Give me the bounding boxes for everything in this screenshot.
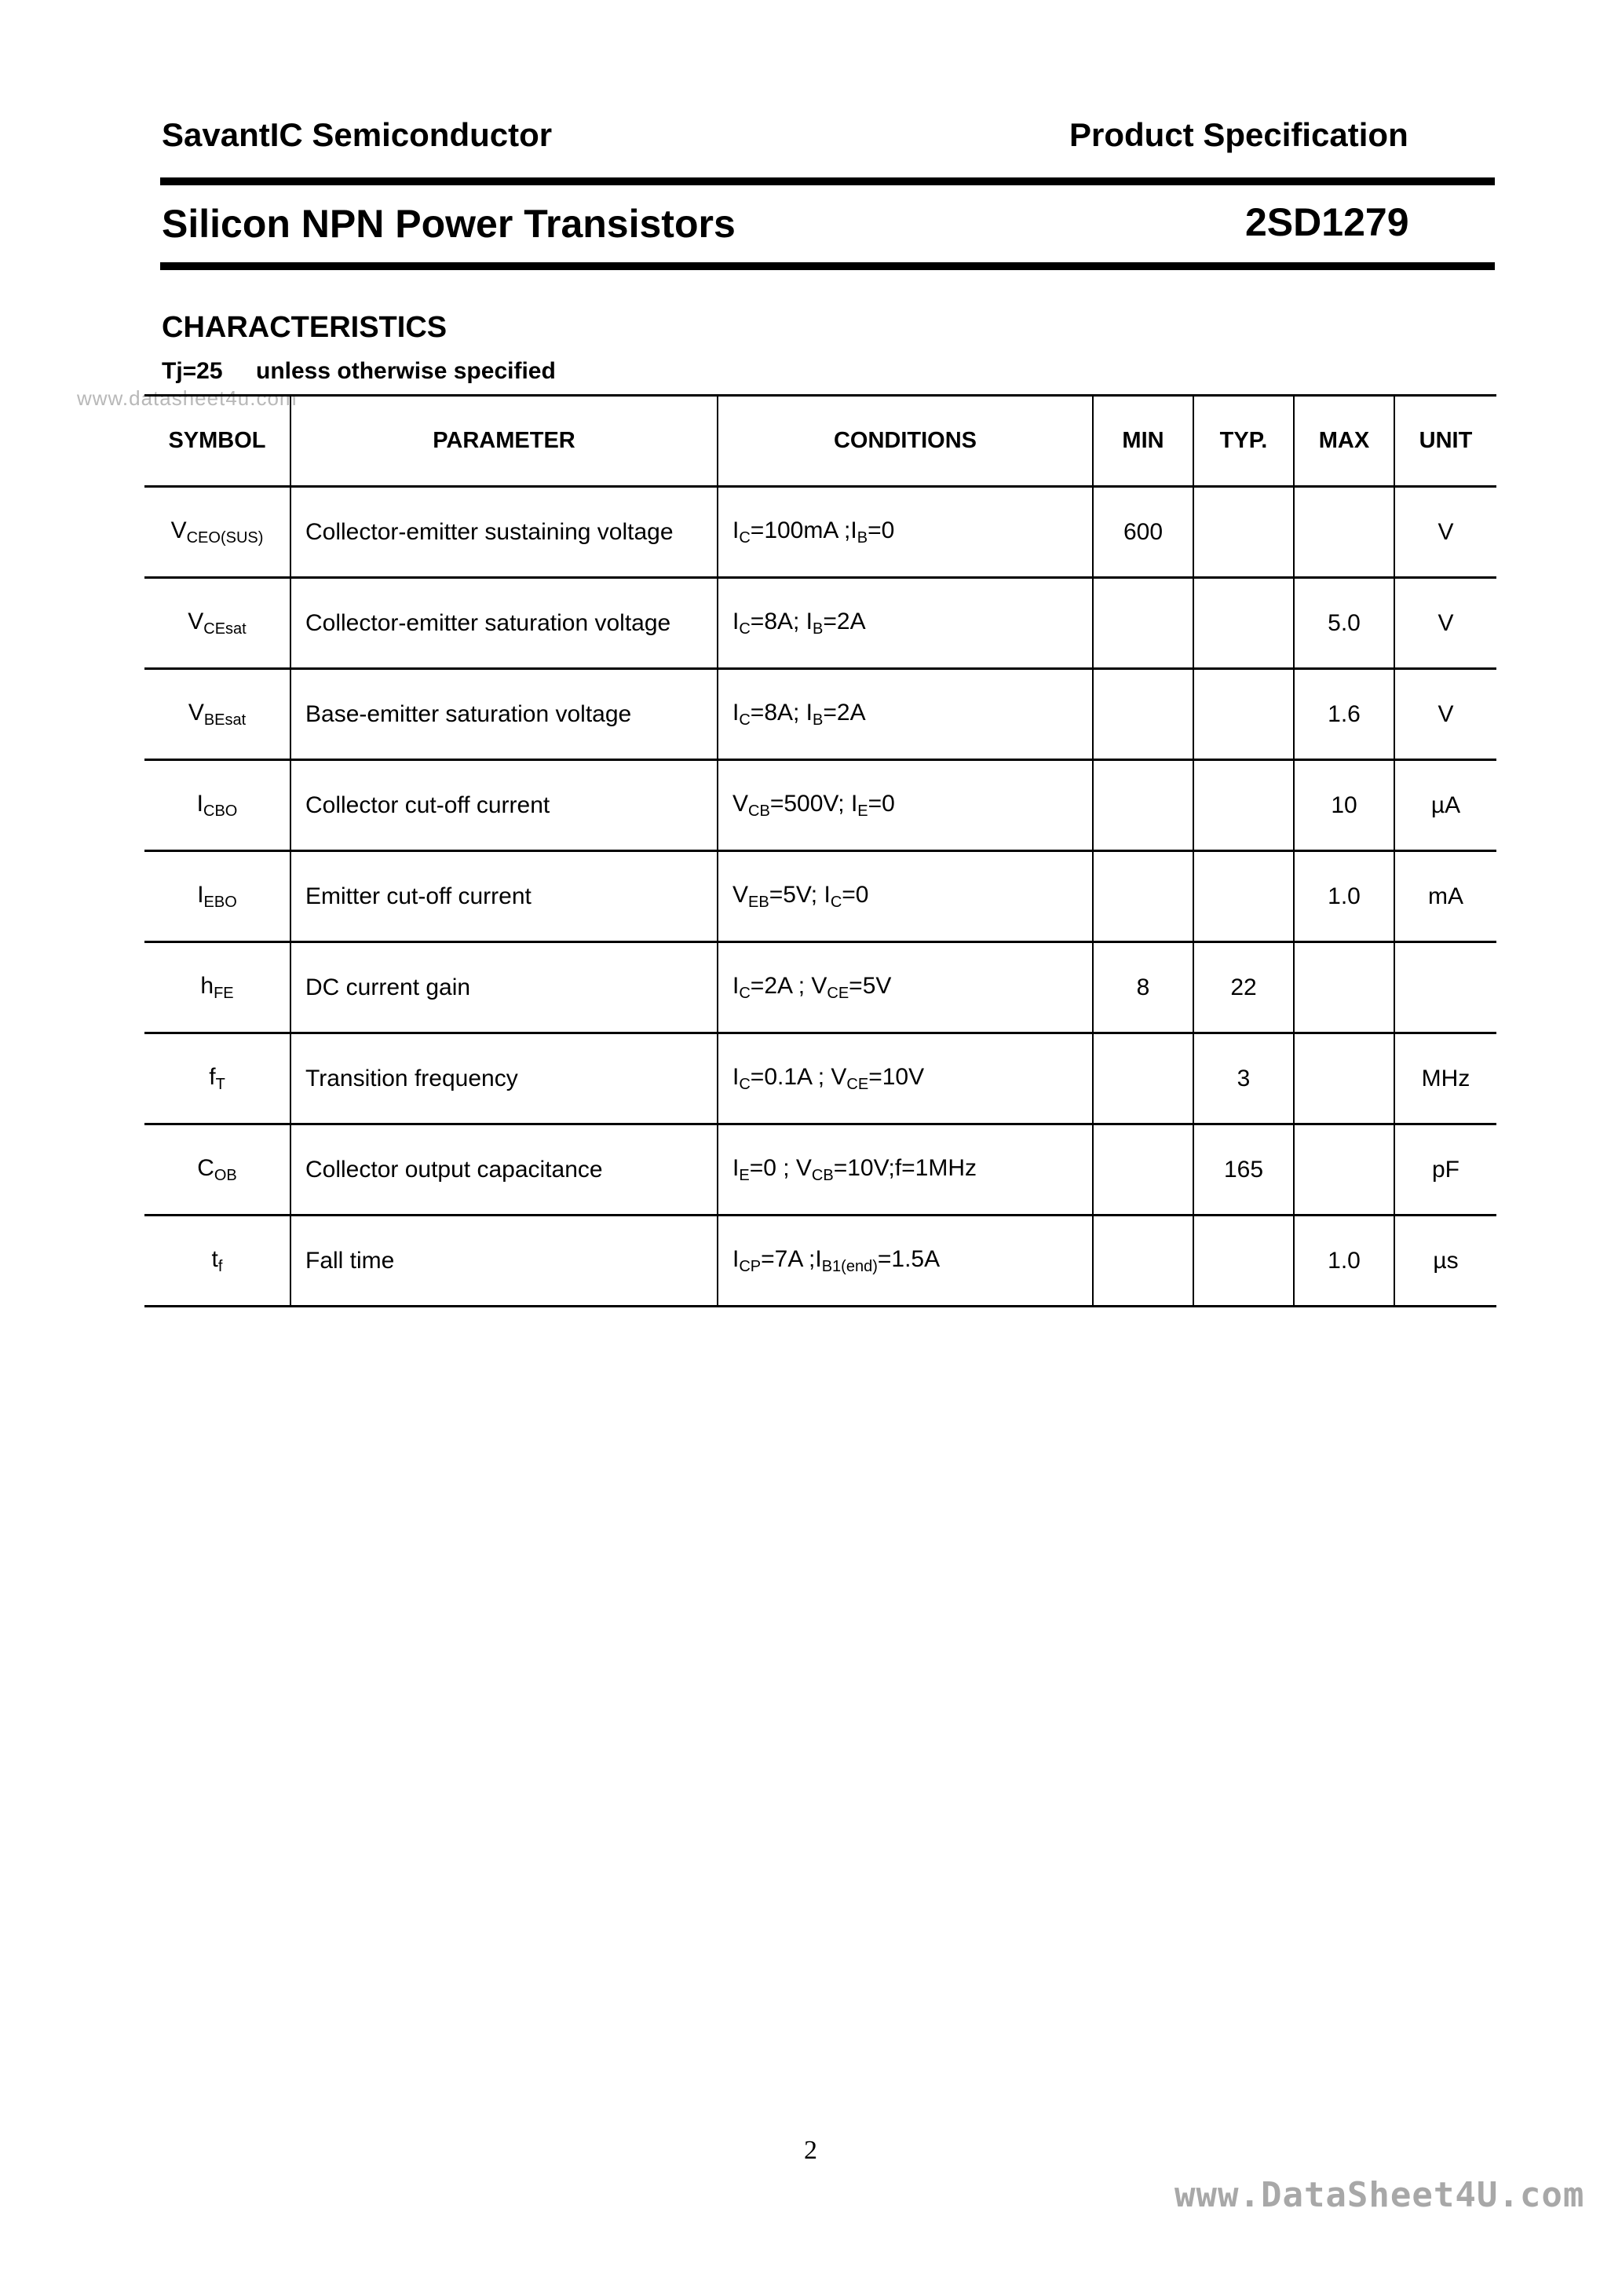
cell-min — [1093, 1124, 1193, 1216]
cell-symbol — [144, 578, 290, 669]
condition-subscript: E — [739, 1166, 750, 1184]
condition-text: =100mA ;I — [750, 517, 857, 543]
symbol-subscript: OB — [214, 1166, 237, 1184]
symbol-main: I — [197, 881, 204, 908]
header-parameter: PARAMETER — [290, 396, 718, 487]
header-unit: UNIT — [1394, 396, 1496, 487]
symbol-main: h — [200, 972, 214, 999]
table-row — [144, 669, 1496, 760]
condition-text: =5V — [849, 972, 892, 999]
condition-text: =2A — [823, 608, 866, 634]
cell-parameter: Collector output capacitance — [290, 1124, 718, 1216]
condition-text: =10V;f=1MHz — [833, 1154, 977, 1181]
cell-min — [1093, 578, 1193, 669]
table-row — [144, 1124, 1496, 1216]
condition-subscript: CP — [739, 1257, 762, 1275]
cell-max: 1.0 — [1294, 851, 1394, 942]
symbol-subscript: FE — [214, 984, 234, 1002]
cell-typ — [1193, 1216, 1294, 1307]
symbol-subscript: CBO — [203, 802, 238, 820]
cell-typ — [1193, 851, 1294, 942]
section-title: CHARACTERISTICS — [162, 311, 448, 344]
company-name: SavantIC Semiconductor — [162, 116, 553, 153]
document-type: Product Specification — [1069, 116, 1408, 153]
condition-note: unless otherwise specified — [256, 358, 556, 384]
condition-text: =8A; I — [750, 608, 813, 634]
cell-symbol — [144, 487, 290, 578]
condition-text: I — [732, 699, 740, 726]
cell-parameter: DC current gain — [290, 942, 718, 1033]
condition-text: V — [732, 790, 749, 817]
symbol-main: f — [209, 1063, 216, 1090]
table-row — [144, 942, 1496, 1033]
symbol-subscript: f — [217, 1257, 223, 1275]
header-rule-top — [160, 177, 1495, 185]
cell-conditions — [718, 760, 1093, 851]
condition-text: =5V; I — [769, 881, 831, 908]
cell-conditions — [718, 669, 1093, 760]
cell-symbol — [144, 1033, 290, 1124]
table-row — [144, 1216, 1496, 1307]
condition-text: =8A; I — [750, 699, 813, 726]
cell-parameter: Fall time — [290, 1216, 718, 1307]
cell-symbol — [144, 942, 290, 1033]
cell-unit: V — [1394, 669, 1496, 760]
product-line-title: Silicon NPN Power Transistors — [162, 202, 736, 246]
cell-min — [1093, 851, 1193, 942]
cell-conditions — [718, 1216, 1093, 1307]
cell-symbol — [144, 1216, 290, 1307]
condition-text: V — [732, 881, 749, 908]
temperature-condition: Tj=25 — [162, 358, 223, 384]
cell-conditions — [718, 487, 1093, 578]
condition-text: =1.5A — [877, 1245, 941, 1272]
table-row — [144, 578, 1496, 669]
cell-typ — [1193, 760, 1294, 851]
cell-conditions — [718, 942, 1093, 1033]
condition-subscript: C — [739, 1075, 751, 1093]
cell-typ — [1193, 578, 1294, 669]
condition-text: I — [732, 972, 740, 999]
cell-max: 1.0 — [1294, 1216, 1394, 1307]
condition-text: I — [732, 1245, 740, 1272]
condition-text: =0 — [842, 881, 869, 908]
condition-subscript: EB — [748, 893, 769, 911]
cell-unit: V — [1394, 578, 1496, 669]
symbol-main: C — [197, 1154, 214, 1181]
cell-symbol — [144, 760, 290, 851]
cell-unit: mA — [1394, 851, 1496, 942]
cell-typ — [1193, 487, 1294, 578]
cell-conditions — [718, 578, 1093, 669]
characteristics-table — [144, 394, 1496, 1307]
condition-subscript: CE — [846, 1075, 869, 1093]
page-number: 2 — [804, 2136, 817, 2165]
condition-text: I — [732, 608, 740, 634]
symbol-main: V — [188, 608, 204, 634]
cell-typ — [1193, 669, 1294, 760]
table-row — [144, 1033, 1496, 1124]
cell-parameter: Transition frequency — [290, 1033, 718, 1124]
cell-typ: 22 — [1193, 942, 1294, 1033]
symbol-main: t — [211, 1245, 218, 1272]
cell-max — [1294, 1033, 1394, 1124]
condition-subscript: C — [739, 711, 751, 729]
condition-text: I — [732, 517, 740, 543]
cell-symbol — [144, 851, 290, 942]
cell-min — [1093, 760, 1193, 851]
cell-symbol — [144, 1124, 290, 1216]
condition-subscript: C — [739, 528, 751, 547]
cell-unit: V — [1394, 487, 1496, 578]
watermark-small: www.datasheet4u.com — [77, 386, 298, 410]
cell-min — [1093, 669, 1193, 760]
cell-min — [1093, 1033, 1193, 1124]
condition-text: =500V; I — [769, 790, 858, 817]
watermark-footer: www.DataSheet4U.com — [1174, 2175, 1585, 2215]
cell-max — [1294, 942, 1394, 1033]
cell-unit — [1394, 942, 1496, 1033]
condition-text: =7A ;I — [761, 1245, 822, 1272]
cell-max: 10 — [1294, 760, 1394, 851]
symbol-subscript: T — [215, 1075, 225, 1093]
header-min: MIN — [1093, 396, 1193, 487]
condition-text: =2A — [823, 699, 866, 726]
header-conditions: CONDITIONS — [718, 396, 1093, 487]
cell-conditions — [718, 851, 1093, 942]
cell-unit: pF — [1394, 1124, 1496, 1216]
cell-max: 5.0 — [1294, 578, 1394, 669]
cell-max — [1294, 1124, 1394, 1216]
condition-subscript: CB — [748, 802, 770, 820]
condition-subscript: B — [857, 528, 868, 547]
condition-text: =10V — [868, 1063, 925, 1090]
condition-subscript: B1(end) — [821, 1257, 878, 1275]
cell-parameter: Emitter cut-off current — [290, 851, 718, 942]
cell-parameter: Base-emitter saturation voltage — [290, 669, 718, 760]
cell-parameter: Collector cut-off current — [290, 760, 718, 851]
symbol-main: V — [188, 699, 204, 726]
cell-unit: MHz — [1394, 1033, 1496, 1124]
condition-text: I — [732, 1063, 740, 1090]
cell-parameter: Collector-emitter saturation voltage — [290, 578, 718, 669]
cell-max — [1294, 487, 1394, 578]
symbol-subscript: EBO — [203, 893, 237, 911]
symbol-main: V — [170, 517, 187, 543]
condition-subscript: CE — [827, 984, 849, 1002]
symbol-subscript: CEO(SUS) — [186, 528, 264, 547]
table-row — [144, 760, 1496, 851]
table-body — [144, 487, 1496, 1307]
cell-min — [1093, 1216, 1193, 1307]
cell-symbol — [144, 669, 290, 760]
table-header-row — [144, 396, 1496, 487]
condition-text: =0 — [868, 517, 895, 543]
cell-conditions — [718, 1033, 1093, 1124]
condition-subscript: B — [813, 620, 824, 638]
symbol-subscript: BEsat — [203, 711, 247, 729]
cell-min: 8 — [1093, 942, 1193, 1033]
header-typ: TYP. — [1193, 396, 1294, 487]
condition-text: =0 — [868, 790, 895, 817]
symbol-subscript: CEsat — [203, 620, 247, 638]
condition-subscript: E — [857, 802, 868, 820]
table-row — [144, 851, 1496, 942]
header-rule-bottom — [160, 262, 1495, 270]
header-max: MAX — [1294, 396, 1394, 487]
condition-subscript: C — [739, 984, 751, 1002]
cell-parameter: Collector-emitter sustaining voltage — [290, 487, 718, 578]
cell-unit: µA — [1394, 760, 1496, 851]
symbol-main: I — [196, 790, 203, 817]
cell-min: 600 — [1093, 487, 1193, 578]
cell-typ: 3 — [1193, 1033, 1294, 1124]
header-symbol: SYMBOL — [168, 428, 266, 453]
condition-subscript: C — [830, 893, 842, 911]
cell-conditions — [718, 1124, 1093, 1216]
cell-unit: µs — [1394, 1216, 1496, 1307]
condition-text: I — [732, 1154, 740, 1181]
condition-text: =0.1A ; V — [750, 1063, 847, 1090]
table-row — [144, 487, 1496, 578]
part-number: 2SD1279 — [1245, 200, 1409, 244]
condition-subscript: CB — [811, 1166, 834, 1184]
cell-typ: 165 — [1193, 1124, 1294, 1216]
condition-subscript: C — [739, 620, 751, 638]
condition-text: =0 ; V — [749, 1154, 812, 1181]
cell-max: 1.6 — [1294, 669, 1394, 760]
condition-text: =2A ; V — [750, 972, 827, 999]
condition-subscript: B — [813, 711, 824, 729]
